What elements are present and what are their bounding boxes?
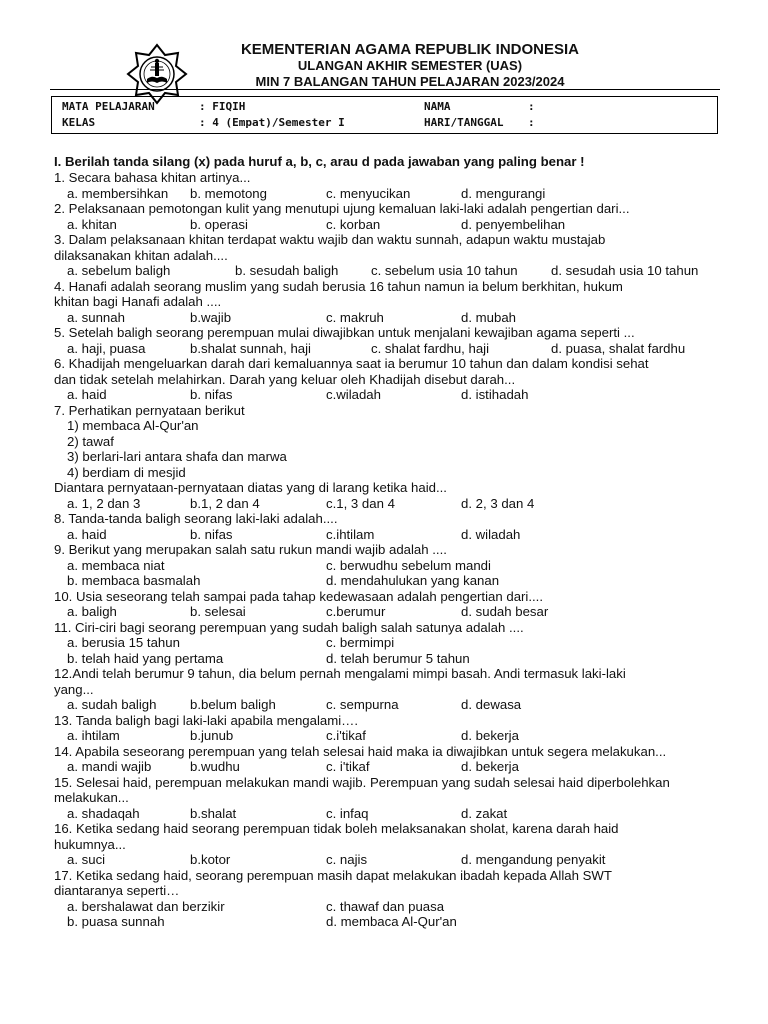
answer-option: a. suci — [67, 852, 106, 867]
answer-option: a. membersihkan — [67, 185, 169, 201]
question-text: 11. Ciri-ciri bagi seorang perempuan yang sudah baligh salah satunya adalah .... — [54, 619, 524, 635]
question-text: 2. Pelaksanaan pemotongan kulit yang menutupi ujung kemaluan laki-laki adalah pengertian dari... — [54, 201, 630, 216]
answer-option: d. telah berumur 5 tahun — [326, 650, 470, 666]
school-year-title: MIN 7 BALANGAN TAHUN PELAJARAN 2023/2024 — [255, 74, 565, 89]
answer-option: c. sebelum usia 10 tahun — [371, 263, 518, 278]
answer-option: a. berusia 15 tahun — [67, 635, 180, 650]
answer-option: a. 1, 2 dan 3 — [67, 495, 141, 511]
answer-option: d. sesudah usia 10 tahun — [551, 263, 699, 278]
answer-option: d. penyembelihan — [461, 216, 566, 232]
answer-option: d. puasa, shalat fardhu — [551, 340, 686, 356]
answer-option: b. nifas — [190, 387, 233, 402]
question-text: 12.Andi telah berumur 9 tahun, dia belum pernah mengalami mimpi basah. Andi termasuk laki-laki — [54, 666, 626, 681]
question-text: 4. Hanafi adalah seorang muslim yang sudah berusia 16 tahun namun ia belum berkhitan, hukum — [54, 278, 623, 294]
answer-option: a. baligh — [67, 604, 117, 619]
answer-option: c. shalat fardhu, haji — [371, 340, 490, 356]
exam-header — [190, 42, 630, 90]
question-text: 16. Ketika sedang haid seorang perempuan tidak boleh melaksanakan sholat, karena darah haid — [54, 821, 619, 836]
answer-option: a. bershalawat dan berzikir — [67, 898, 225, 914]
question-text: khitan bagi Hanafi adalah .... — [54, 294, 222, 309]
answer-option: b.kotor — [190, 852, 231, 867]
answer-option: d. mendahulukan yang kanan — [326, 573, 500, 588]
answer-option: b. puasa sunnah — [67, 914, 165, 929]
class-value: : 4 (Empat)/Semester I — [199, 116, 345, 129]
statement-item: 1) membaca Al-Qur'an — [67, 418, 199, 433]
answer-option: b. operasi — [190, 216, 248, 232]
student-info-box — [51, 96, 718, 134]
answer-option: a. haji, puasa — [67, 340, 146, 356]
question-text: 8. Tanda-tanda baligh seorang laki-laki adalah.... — [54, 511, 338, 526]
header-divider — [50, 89, 720, 90]
answer-option: b. membaca basmalah — [67, 573, 201, 588]
answer-option: c. menyucikan — [326, 185, 411, 201]
answer-option: b.wajib — [190, 309, 232, 325]
answer-option: d. sudah besar — [461, 604, 549, 619]
answer-option: a. sunnah — [67, 309, 125, 325]
answer-option: c. berwudhu sebelum mandi — [326, 557, 491, 573]
answer-option: a. sudah baligh — [67, 697, 157, 712]
answer-option: c. makruh — [326, 309, 384, 325]
statement-item: 3) berlari-lari antara shafa dan marwa — [67, 449, 287, 464]
date-value: : — [528, 116, 535, 129]
answer-option: a. sebelum baligh — [67, 263, 171, 278]
ministry-title: KEMENTERIAN AGAMA REPUBLIK INDONESIA — [240, 41, 580, 58]
name-label: NAMA — [424, 100, 451, 113]
answer-option: a. shadaqah — [67, 805, 140, 821]
statement-item: 4) berdiam di mesjid — [67, 464, 186, 480]
question-text: dan tidak setelah melahirkan. Darah yang keluar oleh Khadijah disebut darah... — [54, 371, 516, 387]
answer-option: c.i'tikaf — [326, 728, 366, 743]
answer-option: d. membaca Al-Qur'an — [326, 914, 457, 929]
answer-option: a. haid — [67, 387, 107, 402]
answer-option: a. membaca niat — [67, 557, 165, 573]
question-text: 13. Tanda baligh bagi laki-laki apabila mengalami…. — [54, 712, 358, 728]
answer-option: c. infaq — [326, 805, 369, 821]
question-text: 6. Khadijah mengeluarkan darah dari kemaluannya saat ia berumur 10 tahun dan dalam kondisi sehat — [54, 356, 649, 371]
answer-option: b. sesudah baligh — [235, 263, 339, 278]
subject-label: MATA PELAJARAN — [62, 100, 155, 113]
question-text: 17. Ketika sedang haid, seorang perempuan masih dapat melakukan ibadah kepada Allah SWT — [54, 867, 612, 883]
question-text: 1. Secara bahasa khitan artinya... — [54, 170, 251, 185]
answer-option: c.ihtilam — [326, 526, 375, 542]
class-label: KELAS — [62, 116, 96, 129]
answer-option: b.junub — [190, 728, 234, 743]
date-label: HARI/TANGGAL — [424, 116, 504, 129]
answer-option: c.berumur — [326, 604, 386, 619]
answer-option: b.shalat — [190, 805, 237, 821]
answer-option: c. najis — [326, 852, 368, 867]
question-text: Diantara pernyataan-pernyataan diatas yang di larang ketika haid... — [54, 480, 447, 495]
answer-option: a. mandi wajib — [67, 759, 152, 774]
question-text: 7. Perhatikan pernyataan berikut — [54, 402, 245, 418]
answer-option: c. sempurna — [326, 697, 399, 712]
answer-option: c. i'tikaf — [326, 759, 370, 774]
answer-option: c.wiladah — [326, 387, 381, 402]
answer-option: b.1, 2 dan 4 — [190, 495, 260, 511]
subject-value: : FIQIH — [199, 100, 246, 113]
question-text: melakukan... — [54, 790, 129, 805]
answer-option: b. nifas — [190, 526, 233, 542]
question-text: hukumnya... — [54, 836, 126, 852]
answer-option: c. bermimpi — [326, 635, 395, 650]
answer-option: b. telah haid yang pertama — [67, 650, 224, 666]
statement-item: 2) tawaf — [67, 433, 114, 449]
answer-option: d. bekerja — [461, 759, 519, 774]
answer-option: b.belum baligh — [190, 697, 276, 712]
answer-option: d. istihadah — [461, 387, 529, 402]
instruction-text: I. Berilah tanda silang (x) pada huruf a, b, c, arau d pada jawaban yang paling benar ! — [54, 154, 585, 169]
question-text: 10. Usia seseorang telah sampai pada tahap kedewasaan adalah pengertian dari.... — [54, 588, 544, 604]
answer-option: d. mubah — [461, 309, 516, 325]
question-text: 14. Apabila seseorang perempuan yang telah selesai haid maka ia diwajibkan untuk segera melakukan... — [54, 743, 667, 759]
answer-option: d. dewasa — [461, 697, 522, 712]
answer-option: d. zakat — [461, 805, 508, 821]
answer-option: d. 2, 3 dan 4 — [461, 495, 535, 511]
answer-option: a. khitan — [67, 216, 117, 232]
question-text: 15. Selesai haid, perempuan melakukan mandi wajib. Perempuan yang sudah selesai haid diperbolehkan — [54, 774, 670, 790]
exam-title: ULANGAN AKHIR SEMESTER (UAS) — [297, 58, 523, 73]
answer-option: c. thawaf dan puasa — [326, 898, 445, 914]
answer-option: c.1, 3 dan 4 — [326, 495, 395, 511]
answer-option: d. wiladah — [461, 526, 521, 542]
answer-option: d. bekerja — [461, 728, 519, 743]
question-text: yang... — [54, 681, 94, 697]
question-text: dilaksanakan khitan adalah.... — [54, 247, 228, 263]
answer-option: d. mengandung penyakit — [461, 852, 606, 867]
answer-option: b.shalat sunnah, haji — [190, 340, 311, 356]
answer-option: a. ihtilam — [67, 728, 120, 743]
question-text: 9. Berikut yang merupakan salah satu rukun mandi wajib adalah .... — [54, 542, 447, 557]
answer-option: b. selesai — [190, 604, 246, 619]
answer-option: b. memotong — [190, 185, 267, 201]
answer-option: d. mengurangi — [461, 185, 546, 201]
answer-option: b.wudhu — [190, 759, 240, 774]
name-value: : — [528, 100, 535, 113]
question-text: diantaranya seperti… — [54, 883, 180, 898]
answer-option: c. korban — [326, 216, 381, 232]
answer-option: a. haid — [67, 526, 107, 542]
question-text: 5. Setelah baligh seorang perempuan mulai diwajibkan untuk menjalani kewajiban agama seperti ... — [54, 325, 635, 340]
question-text: 3. Dalam pelaksanaan khitan terdapat waktu wajib dan waktu sunnah, adapun waktu mustajab — [54, 232, 606, 247]
